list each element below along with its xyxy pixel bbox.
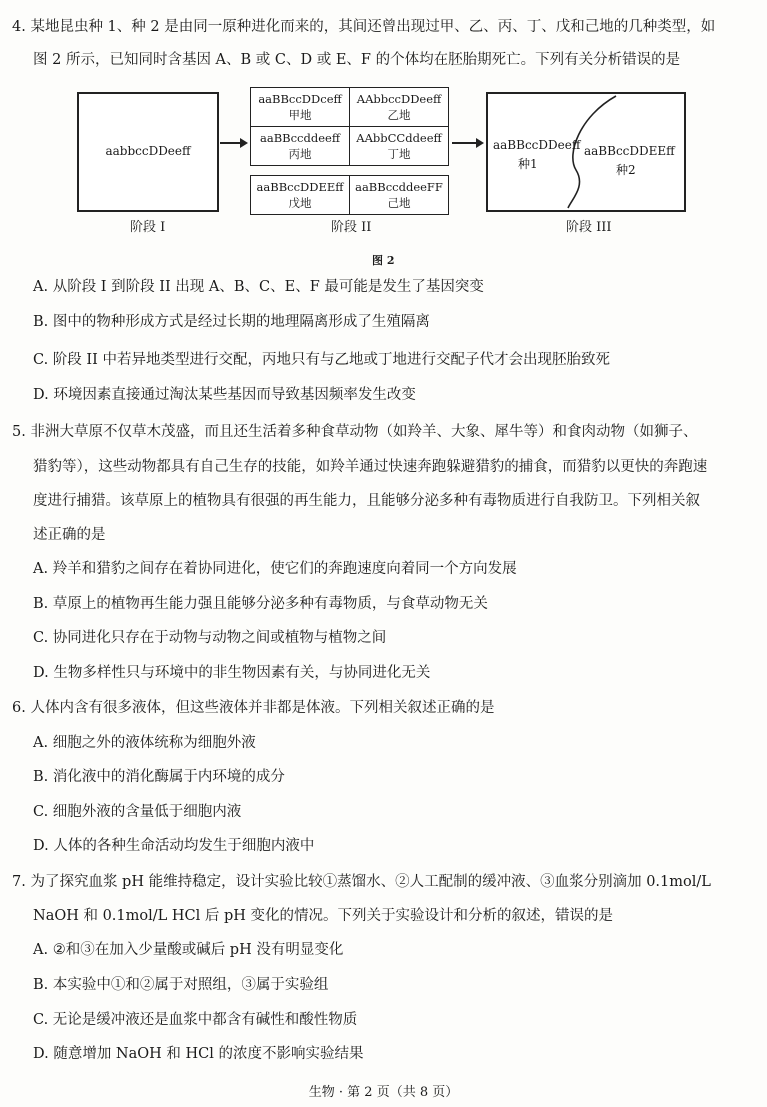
species2-label: 种2 <box>616 163 636 177</box>
stage3-label: 阶段 III <box>566 220 612 235</box>
q6-option-a: A. 细胞之外的液体统称为细胞外液 <box>33 735 256 751</box>
stage1-label: 阶段 I <box>130 220 166 235</box>
q6-stem-line1: 6. 人体内含有很多液体，但这些液体并非都是体液。下列相关叙述正确的是 <box>12 700 495 716</box>
stage3-box <box>486 92 686 212</box>
cell-jia: aaBBccDDceff 甲地 <box>250 87 350 127</box>
q5-stem-line4: 述正确的是 <box>33 527 106 543</box>
q5-stem-line3: 度进行捕猎。该草原上的植物具有很强的再生能力，且能够分泌多种有毒物质进行自我防卫。下列相关叙 <box>33 493 700 509</box>
stage1-box <box>77 92 219 212</box>
q5-stem-line2: 猎豹等），这些动物都具有自己生存的技能，如羚羊通过快速奔跑躲避猎豹的捕食，而猎豹以更快的奔跑速 <box>33 459 708 475</box>
q7-stem-line1: 7. 为了探究血浆 pH 能维持稳定，设计实验比较①蒸馏水、②人工配制的缓冲液、③血浆分别滴加 0.1mol/L <box>12 874 711 890</box>
q7-option-b: B. 本实验中①和②属于对照组，③属于实验组 <box>33 977 329 993</box>
q5-option-c: C. 协同进化只存在于动物与动物之间或植物与植物之间 <box>33 630 387 646</box>
page-footer: 生物 · 第 2 页（共 8 页） <box>308 1085 459 1100</box>
q7-stem-line2: NaOH 和 0.1mol/L HCl 后 pH 变化的情况。下列关于实验设计和分析的叙述，错误的是 <box>33 908 614 924</box>
q6-option-c: C. 细胞外液的含量低于细胞内液 <box>33 804 242 820</box>
q4-stem-line1: 4. 某地昆虫种 1、种 2 是由同一原种进化而来的，其间还曾出现过甲、乙、丙、丁、戊和己地的几种类型，如 <box>12 19 716 35</box>
q4-option-a: A. 从阶段 I 到阶段 II 出现 A、B、C、E、F 最可能是发生了基因突变 <box>33 279 484 295</box>
q4-option-b: B. 图中的物种形成方式是经过长期的地理隔离形成了生殖隔离 <box>33 314 430 330</box>
q7-option-c: C. 无论是缓冲液还是血浆中都含有碱性和酸性物质 <box>33 1012 358 1028</box>
species1-genotype: aaBBccDDeeff <box>493 138 581 152</box>
stage2-label: 阶段 II <box>331 220 372 235</box>
stage1-genotype: aabbccDDeeff <box>105 144 191 158</box>
q5-option-d: D. 生物多样性只与环境中的非生物因素有关，与协同进化无关 <box>33 665 431 681</box>
species2-genotype: aaBBccDDEEff <box>584 144 675 158</box>
q5-stem-line1: 5. 非洲大草原不仅草木茂盛，而且还生活着多种食草动物（如羚羊、大象、犀牛等）和食肉动物（如狮子、 <box>12 424 698 440</box>
q7-option-a: A. ②和③在加入少量酸或碱后 pH 没有明显变化 <box>33 942 344 958</box>
q4-stem-line2: 图 2 所示，已知同时含基因 A、B 或 C、D 或 E、F 的个体均在胚胎期死亡。下列有关分析错误的是 <box>33 52 681 68</box>
cell-ji: aaBBccddeeFF 己地 <box>349 175 449 215</box>
species1-label: 种1 <box>518 157 538 171</box>
arrow-stage2-to-3 <box>452 142 482 144</box>
q4-option-c: C. 阶段 II 中若异地类型进行交配，丙地只有与乙地或丁地进行交配子代才会出现胚胎致死 <box>33 352 610 368</box>
cell-ding: AAbbCCddeeff 丁地 <box>349 126 449 166</box>
cell-bing: aaBBccddeeff 丙地 <box>250 126 350 166</box>
q6-option-d: D. 人体的各种生命活动均发生于细胞内液中 <box>33 838 315 854</box>
cell-wu: aaBBccDDEEff 戊地 <box>250 175 350 215</box>
q6-option-b: B. 消化液中的消化酶属于内环境的成分 <box>33 769 285 785</box>
figure-caption: 图 2 <box>372 254 395 267</box>
q4-option-d: D. 环境因素直接通过淘汰某些基因而导致基因频率发生改变 <box>33 387 416 403</box>
arrow-stage1-to-2 <box>220 142 246 144</box>
q5-option-b: B. 草原上的植物再生能力强且能够分泌多种有毒物质，与食草动物无关 <box>33 596 488 612</box>
q5-option-a: A. 羚羊和猎豹之间存在着协同进化，使它们的奔跑速度向着同一个方向发展 <box>33 561 517 577</box>
cell-yi: AAbbccDDeeff 乙地 <box>349 87 449 127</box>
q7-option-d: D. 随意增加 NaOH 和 HCl 的浓度不影响实验结果 <box>33 1046 364 1062</box>
